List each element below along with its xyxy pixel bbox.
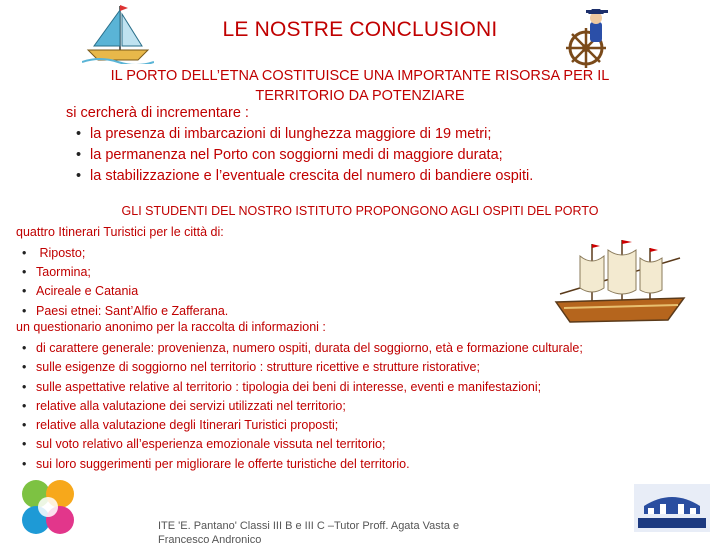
bullet: • bbox=[22, 456, 27, 471]
building-logo-icon bbox=[634, 484, 710, 532]
school-logo-left bbox=[16, 478, 80, 540]
footer-credit-continued: Francesco Andronico bbox=[158, 534, 262, 546]
list-item: • la stabilizzazione e l’eventuale crescita del numero di bandiere ospiti. bbox=[76, 166, 533, 187]
list-item: • di carattere generale: provenienza, numero ospiti, durata del soggiorno, età e formazione culturale; bbox=[22, 339, 583, 358]
list-item: • la presenza di imbarcazioni di lunghezza maggiore di 19 metri; bbox=[76, 124, 533, 145]
list-item: • sui loro suggerimenti per migliorare le offerte turistiche del territorio. bbox=[22, 455, 583, 474]
list-item: • Acireale e Catania bbox=[22, 282, 228, 301]
questionnaire-intro: un questionario anonimo per la raccolta di informazioni : bbox=[16, 320, 326, 334]
list-item: • relative alla valutazione dei servizi utilizzati nel territorio; bbox=[22, 397, 583, 416]
increase-intro: si cercherà di incrementare : bbox=[66, 105, 249, 121]
list-item: • sulle esigenze di soggiorno nel territorio : strutture ricettive e strutture ristorative; bbox=[22, 358, 583, 377]
flower-logo-icon bbox=[16, 478, 80, 540]
itineraries-intro: quattro Itinerari Turistici per le città di: bbox=[16, 225, 224, 239]
bullet: • bbox=[22, 398, 27, 413]
bullet: • bbox=[76, 147, 82, 163]
list-item: • sul voto relativo all’esperienza emozionale vissuta nel territorio; bbox=[22, 435, 583, 454]
galleon-clipart bbox=[550, 238, 690, 330]
list-item: • Riposto; bbox=[22, 244, 228, 263]
bullet: • bbox=[22, 303, 27, 318]
list-item: • Paesi etnei: Sant’Alfio e Zafferana. bbox=[22, 302, 228, 321]
list-item: • relative alla valutazione degli Itinerari Turistici proposti; bbox=[22, 416, 583, 435]
bullet: • bbox=[22, 379, 27, 394]
list-item: • sulle aspettative relative al territorio : tipologia dei beni di interesse, eventi e manifestazioni; bbox=[22, 378, 583, 397]
bullet: • bbox=[22, 284, 27, 299]
increase-list bbox=[76, 124, 533, 187]
bullet: • bbox=[22, 360, 27, 375]
school-logo-right bbox=[634, 484, 710, 532]
bullet: • bbox=[76, 126, 82, 142]
bullet: • bbox=[22, 437, 27, 452]
bullet: • bbox=[22, 418, 27, 433]
bullet: • bbox=[22, 341, 27, 355]
students-heading: GLI STUDENTI DEL NOSTRO ISTITUTO PROPONGONO AGLI OSPITI DEL PORTO bbox=[121, 204, 599, 218]
itineraries-list bbox=[22, 244, 228, 321]
subtitle: IL PORTO DELL’ETNA COSTITUISCE UNA IMPORTANTE RISORSA PER IL TERRITORIO DA POTENZIARE bbox=[110, 68, 610, 104]
questionnaire-list bbox=[22, 339, 583, 474]
bullet: • bbox=[22, 246, 27, 260]
list-item: • Taormina; bbox=[22, 263, 228, 282]
bullet: • bbox=[22, 265, 27, 280]
footer-credit: ITE 'E. Pantano' Classi III B e III C –Tutor Proff. Agata Vasta e bbox=[158, 520, 460, 532]
page-title: LE NOSTRE CONCLUSIONI bbox=[222, 18, 498, 41]
list-item: • la permanenza nel Porto con soggiorni medi di maggiore durata; bbox=[76, 145, 533, 166]
bullet: • bbox=[76, 168, 82, 184]
